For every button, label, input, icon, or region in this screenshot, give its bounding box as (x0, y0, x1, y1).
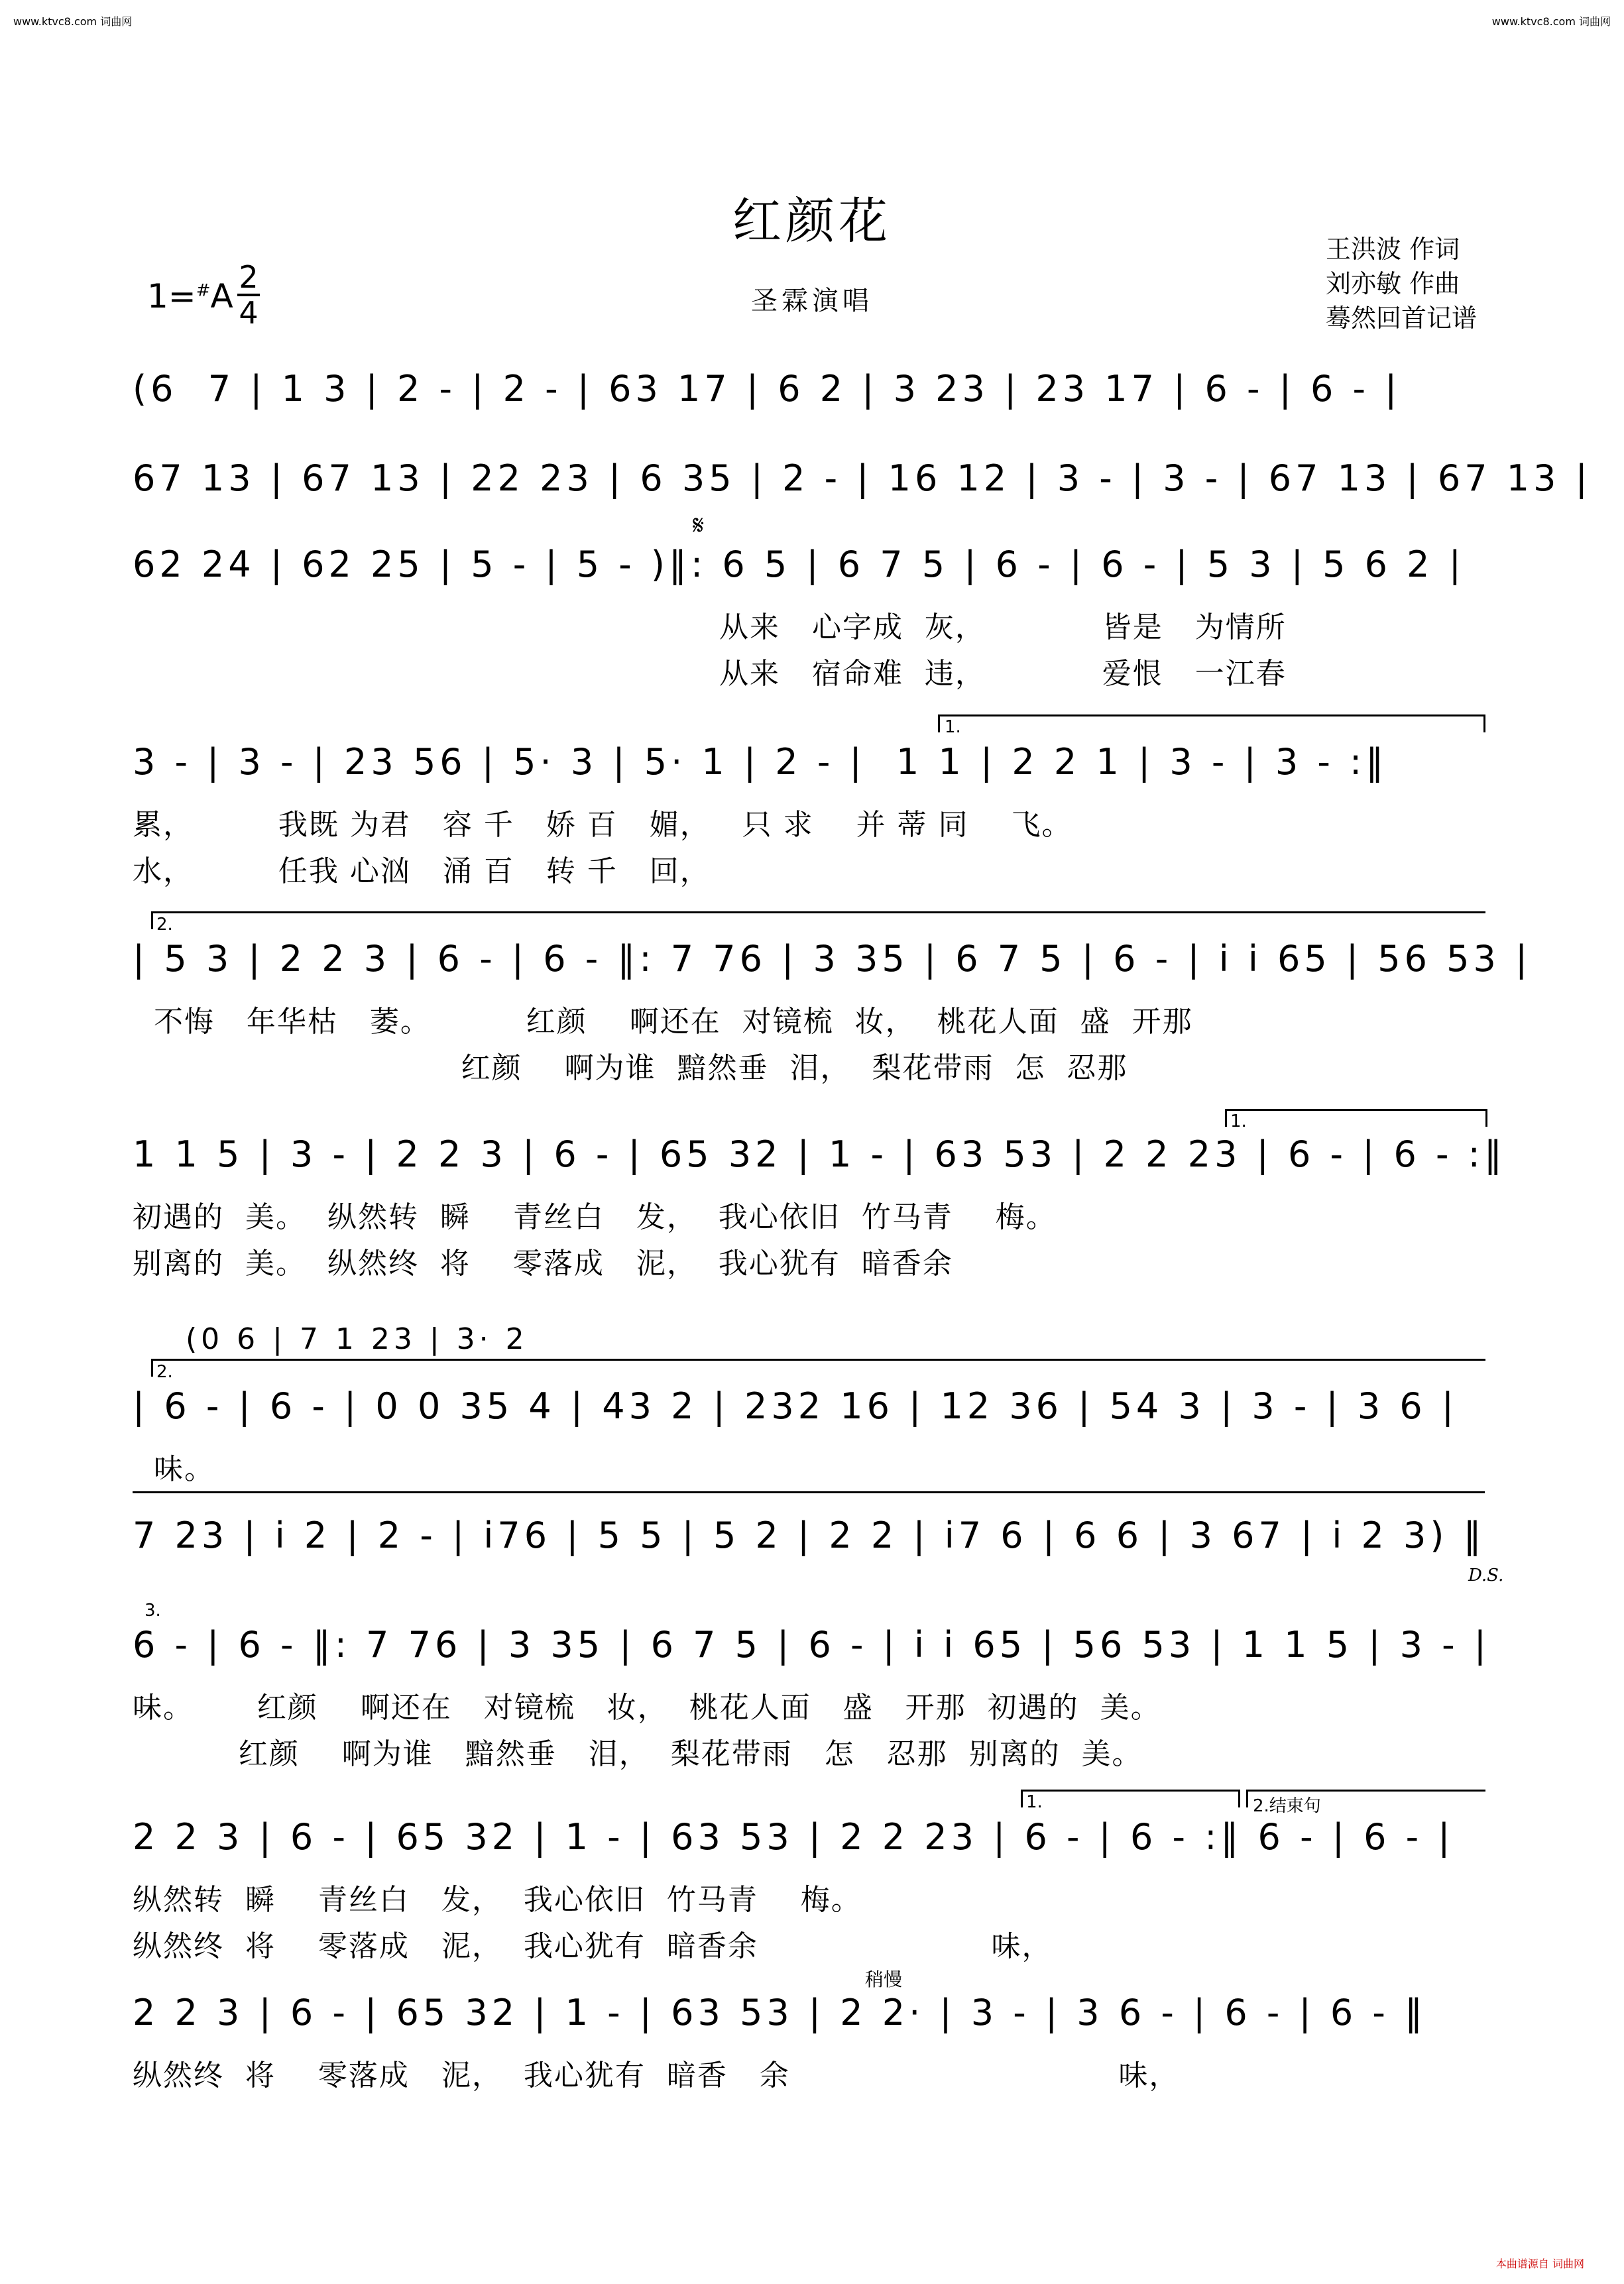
key-sharp: # (196, 280, 211, 301)
score-line-6: 1 1 5 | 3 - | 2 2 3 | 6 - | 65 32 | 1 - | 63 53 | 2 2 23 | 6 - | 6 - :‖ (133, 1133, 1506, 1175)
lyrics-line-5-verse1: 不悔 年华枯 萎。 红颜 啊还在 对镜梳 妆， 桃花人面 盛 开那 (133, 1005, 1193, 1039)
lyrics-line-6-verse1: 初遇的 美。 纵然转 瞬 青丝白 发， 我心依旧 竹马青 梅。 (133, 1200, 1057, 1234)
singer-credit: 圣霖演唱 (751, 286, 873, 316)
time-signature (237, 259, 260, 331)
volta-1c (1021, 1790, 1240, 1807)
volta-1-label: 1. (945, 717, 961, 737)
score-line-11: 2 2 3 | 6 - | 65 32 | 1 - | 63 53 | 2 2· | 3 - | 3 6 - | 6 - | 6 - ‖ (133, 1992, 1427, 2033)
lyrics-line-9-verse1: 味。 红颜 啊还在 对镜梳 妆， 桃花人面 盛 开那 初遇的 美。 (133, 1691, 1161, 1725)
lyrics-line-7-verse1: 味。 (133, 1452, 215, 1486)
volta-ending-label: 2.结束句 (1253, 1796, 1321, 1816)
time-bottom: 4 (239, 295, 259, 331)
key-prefix: 1= (147, 277, 196, 315)
score-line-4: 3 - | 3 - | 23 56 | 5· 3 | 5· 1 | 2 - | 1 1 | 2 2 1 | 3 - | 3 - :‖ (133, 741, 1388, 783)
footer-source: 本曲谱源自 词曲网 (1495, 2257, 1584, 2270)
lyrics-line-5-verse2: 红颜 啊为谁 黯然垂 泪， 梨花带雨 怎 忍那 (133, 1051, 1128, 1085)
lyrics-line-11-verse1: 纵然终 将 零落成 泥， 我心犹有 暗香 余 味， (133, 2059, 1180, 2092)
lyrics-line-9-verse2: 红颜 啊为谁 黯然垂 泪， 梨花带雨 怎 忍那 别离的 美。 (133, 1737, 1143, 1771)
lyrics-line-3-verse2: 从来 宿命难 违， 爱恨 一江春 (719, 657, 1287, 691)
lyricist: 王洪波 作词 (1326, 235, 1460, 264)
volta-2b (151, 1359, 1485, 1377)
score-line-3: 62 24 | 62 25 | 5 - | 5 - )‖: 6 5 | 6 7 5 | 6 - | 6 - | 5 3 | 5 6 2 | (133, 543, 1465, 585)
ds-marking: D.S. (1468, 1566, 1504, 1585)
transcriber: 蓦然回首记谱 (1326, 304, 1478, 333)
site-watermark-left: www.ktvc8.com 词曲网 (13, 15, 133, 28)
score-line-8: 7 23 | i 2 | 2 - | i76 | 5 5 | 5 2 | 2 2 | i7 6 | 6 6 | 3 67 | i 2 3) ‖ (133, 1514, 1485, 1556)
volta-1c-label: 1. (1026, 1792, 1043, 1812)
volta-1b-label: 1. (1230, 1112, 1247, 1131)
volta-2b-label: 2. (156, 1362, 173, 1382)
lyrics-line-10-verse2: 纵然终 将 零落成 泥， 我心犹有 暗香余 味， (133, 1929, 1053, 1963)
volta-3-label: 3. (145, 1601, 161, 1621)
lyrics-line-4-verse1: 累， 我既 为君 容 千 娇 百 媚， 只 求 并 蒂 同 飞。 (133, 808, 1073, 842)
score-line-5: | 5 3 | 2 2 3 | 6 - | 6 - ‖: 7 76 | 3 35 | 6 7 5 | 6 - | i i 65 | 56 53 | (133, 938, 1532, 980)
key-signature (147, 277, 233, 315)
song-title: 红颜花 (732, 193, 892, 250)
lyrics-line-4-verse2: 水， 任我 心汹 涌 百 转 千 回， (133, 854, 711, 888)
tempo-marking: 稍慢 (865, 1969, 903, 1990)
lyrics-line-10-verse1: 纵然转 瞬 青丝白 发， 我心依旧 竹马青 梅。 (133, 1883, 862, 1917)
lyrics-line-3-verse1: 从来 心字成 灰， 皆是 为情所 (719, 610, 1287, 644)
score-line-1: (6 7 | 1 3 | 2 - | 2 - | 63 17 | 6 2 | 3 23 | 23 17 | 6 - | 6 - | (133, 368, 1401, 410)
volta-2-label: 2. (156, 915, 173, 935)
volta-1b (1225, 1109, 1487, 1127)
score-line-7-top: (0 6 | 7 1 23 | 3· 2 (186, 1322, 528, 1356)
volta-2 (151, 911, 1485, 929)
score-line-9: 6 - | 6 - ‖: 7 76 | 3 35 | 6 7 5 | 6 - | i i 65 | 56 53 | 1 1 5 | 3 - | (133, 1624, 1491, 1666)
system-divider (133, 1491, 1485, 1493)
score-line-2: 67 13 | 67 13 | 22 23 | 6 35 | 2 - | 16 12 | 3 - | 3 - | 67 13 | 67 13 | (133, 457, 1592, 499)
lyrics-line-6-verse2: 别离的 美。 纵然终 将 零落成 泥， 我心犹有 暗香余 (133, 1247, 953, 1281)
composer: 刘亦敏 作曲 (1326, 269, 1460, 298)
segno-icon: 𝄋 (693, 510, 705, 541)
volta-1 (938, 714, 1485, 732)
score-line-7: | 6 - | 6 - | 0 0 35 4 | 43 2 | 232 16 | 12 36 | 54 3 | 3 - | 3 6 | (133, 1385, 1458, 1427)
credits-block (1326, 232, 1477, 335)
key-note: A (210, 277, 233, 315)
time-top: 2 (239, 259, 259, 295)
site-watermark-right: www.ktvc8.com 词曲网 (1491, 15, 1611, 28)
score-line-10: 2 2 3 | 6 - | 65 32 | 1 - | 63 53 | 2 2 23 | 6 - | 6 - :‖ 6 - | 6 - | (133, 1816, 1454, 1858)
